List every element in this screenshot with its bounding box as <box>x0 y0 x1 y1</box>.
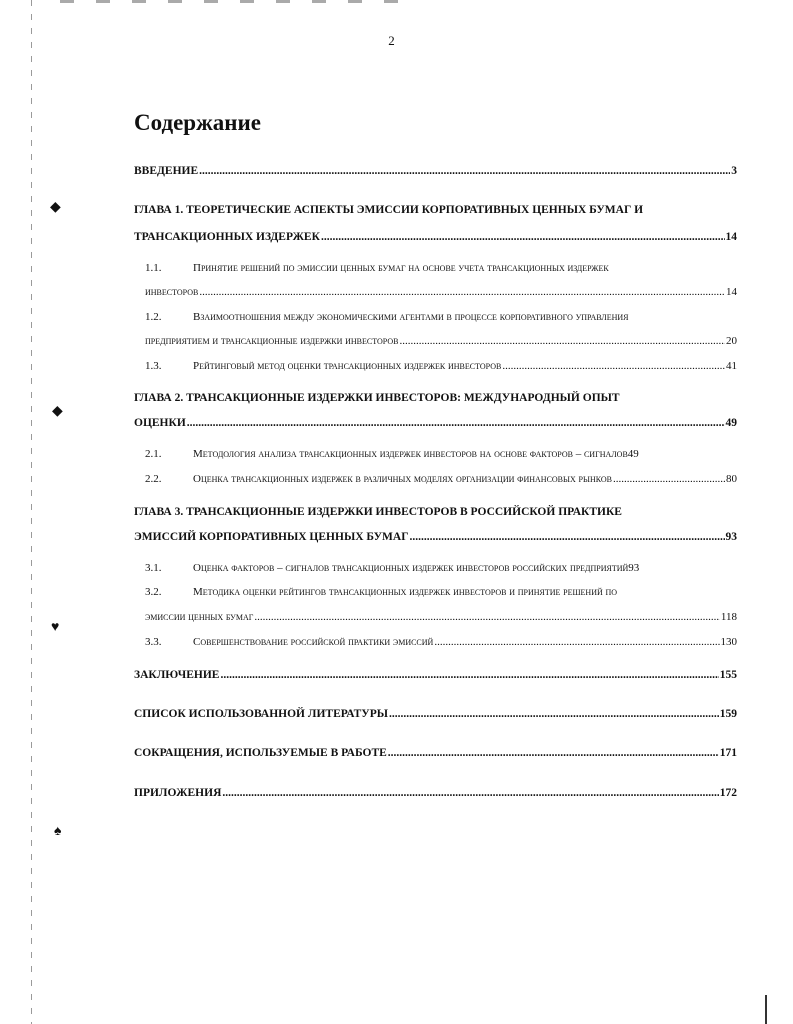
toc-entry-label: ГЛАВА 3. ТРАНСАКЦИОННЫЕ ИЗДЕРЖКИ ИНВЕСТОРОВ В РОССИЙСКОЙ ПРАКТИКЕ <box>134 506 622 518</box>
toc-section-3-2-cont[interactable] <box>145 611 737 623</box>
toc-entry-label: эмиссии ценных бумаг <box>145 611 254 623</box>
toc-entry-label: ОЦЕНКИ <box>134 417 186 429</box>
toc-entry-label: ЗАКЛЮЧЕНИЕ <box>134 669 220 681</box>
toc-chapter-2-heading-cont[interactable] <box>134 417 737 429</box>
toc-entry-references[interactable] <box>134 708 737 720</box>
toc-section-1-1[interactable] <box>145 262 737 274</box>
section-number: 2.1. <box>145 448 162 460</box>
toc-entry-page: 49 <box>627 448 639 460</box>
punch-hole-mark-icon: ♥ <box>51 620 60 635</box>
dot-leader <box>410 531 725 543</box>
dot-leader <box>434 636 719 648</box>
toc-chapter-1-heading[interactable] <box>134 204 737 216</box>
section-number: 2.2. <box>145 473 162 485</box>
scan-specks <box>60 0 400 3</box>
toc-entry-page: 14 <box>726 286 737 298</box>
scan-edge-mark <box>765 995 767 1024</box>
scan-edge-line <box>31 0 32 1024</box>
toc-chapter-2-heading[interactable] <box>134 392 737 404</box>
toc-entry-label: предприятием и трансакционные издержки инвесторов <box>145 335 399 347</box>
toc-entry-label: Методология анализа трансакционных издержек инвесторов на основе факторов – сигналов <box>193 448 628 460</box>
punch-hole-mark-icon: ♠ <box>54 824 62 839</box>
toc-section-3-3[interactable] <box>145 636 737 648</box>
toc-entry-label: ТРАНСАКЦИОННЫХ ИЗДЕРЖЕК <box>134 231 320 243</box>
punch-hole-mark-icon: ◆ <box>52 404 63 419</box>
toc-section-1-3[interactable] <box>145 360 737 372</box>
toc-entry-label: Взаимоотношения между экономическими агентами в процессе корпоративного управления <box>193 311 629 323</box>
toc-entry-label: ГЛАВА 1. ТЕОРЕТИЧЕСКИЕ АСПЕКТЫ ЭМИССИИ КОРПОРАТИВНЫХ ЦЕННЫХ БУМАГ И <box>134 204 644 216</box>
toc-entry-label: Рейтинговый метод оценки трансакционных издержек инвесторов <box>193 360 502 372</box>
toc-section-2-1[interactable] <box>145 448 737 460</box>
toc-entry-page: 3 <box>731 165 737 177</box>
toc-entry-page: 93 <box>725 531 737 543</box>
dot-leader <box>502 360 725 372</box>
dot-leader <box>388 747 719 759</box>
dot-leader <box>199 165 730 177</box>
dot-leader <box>399 335 725 347</box>
toc-entry-intro[interactable] <box>134 165 737 177</box>
page-title: Содержание <box>134 110 261 135</box>
toc-entry-appendix[interactable] <box>134 787 737 799</box>
toc-chapter-1-heading-cont[interactable] <box>134 231 737 243</box>
toc-entry-page: 171 <box>719 747 737 759</box>
page-number: 2 <box>388 33 395 48</box>
toc-entry-conclusion[interactable] <box>134 669 737 681</box>
toc-entry-label: ВВЕДЕНИЕ <box>134 165 199 177</box>
toc-section-1-1-cont[interactable] <box>145 286 737 298</box>
toc-entry-label: СПИСОК ИСПОЛЬЗОВАННОЙ ЛИТЕРАТУРЫ <box>134 708 389 720</box>
toc-section-1-2-cont[interactable] <box>145 335 737 347</box>
section-number: 1.2. <box>145 311 162 323</box>
toc-entry-label: СОКРАЩЕНИЯ, ИСПОЛЬЗУЕМЫЕ В РАБОТЕ <box>134 747 387 759</box>
toc-entry-label: Оценка факторов – сигналов трансакционных издержек инвесторов российских предприятий <box>193 562 629 574</box>
toc-entry-page: 80 <box>726 473 737 485</box>
toc-entry-page: 130 <box>720 636 737 648</box>
toc-entry-page: 159 <box>719 708 737 720</box>
toc-entry-label: инвесторов <box>145 286 199 298</box>
punch-hole-mark-icon: ◆ <box>50 200 61 215</box>
dot-leader <box>389 708 719 720</box>
toc-entry-label: ЭМИССИЙ КОРПОРАТИВНЫХ ЦЕННЫХ БУМАГ <box>134 531 409 543</box>
dot-leader <box>220 669 718 681</box>
toc-entry-page: 172 <box>719 787 737 799</box>
toc-entry-label: ПРИЛОЖЕНИЯ <box>134 787 222 799</box>
section-number: 3.2. <box>145 586 162 598</box>
toc-entry-label: ГЛАВА 2. ТРАНСАКЦИОННЫЕ ИЗДЕРЖКИ ИНВЕСТОРОВ: МЕЖДУНАРОДНЫЙ ОПЫТ <box>134 392 620 404</box>
toc-entry-abbreviations[interactable] <box>134 747 737 759</box>
dot-leader <box>254 611 720 623</box>
toc-chapter-3-heading[interactable] <box>134 506 737 518</box>
toc-section-2-2[interactable] <box>145 473 737 485</box>
toc-entry-page: 155 <box>719 669 737 681</box>
dot-leader <box>222 787 718 799</box>
dot-leader <box>321 231 725 243</box>
toc-entry-label: Принятие решений по эмиссии ценных бумаг на основе учета трансакционных издержек <box>193 262 609 274</box>
toc-entry-page: 41 <box>726 360 737 372</box>
toc-entry-page: 49 <box>725 417 737 429</box>
section-number: 1.3. <box>145 360 162 372</box>
toc-entry-page: 118 <box>720 611 737 623</box>
toc-entry-page: 93 <box>628 562 640 574</box>
section-number: 3.3. <box>145 636 162 648</box>
toc-chapter-3-heading-cont[interactable] <box>134 531 737 543</box>
toc-entry-page: 20 <box>726 335 737 347</box>
toc-entry-label: Оценка трансакционных издержек в различных моделях организации финансовых рынков <box>193 473 612 485</box>
section-number: 1.1. <box>145 262 162 274</box>
dot-leader <box>613 473 725 485</box>
toc-entry-page: 14 <box>725 231 737 243</box>
dot-leader <box>199 286 725 298</box>
toc-entry-label: Методика оценки рейтингов трансакционных издержек инвесторов и принятие решений по <box>193 586 618 598</box>
toc-section-3-2[interactable] <box>145 586 737 598</box>
toc-section-3-1[interactable] <box>145 562 737 574</box>
toc-entry-label: Совершенствование российской практики эмиссий <box>193 636 434 648</box>
toc-section-1-2[interactable] <box>145 311 737 323</box>
dot-leader <box>187 417 725 429</box>
section-number: 3.1. <box>145 562 162 574</box>
